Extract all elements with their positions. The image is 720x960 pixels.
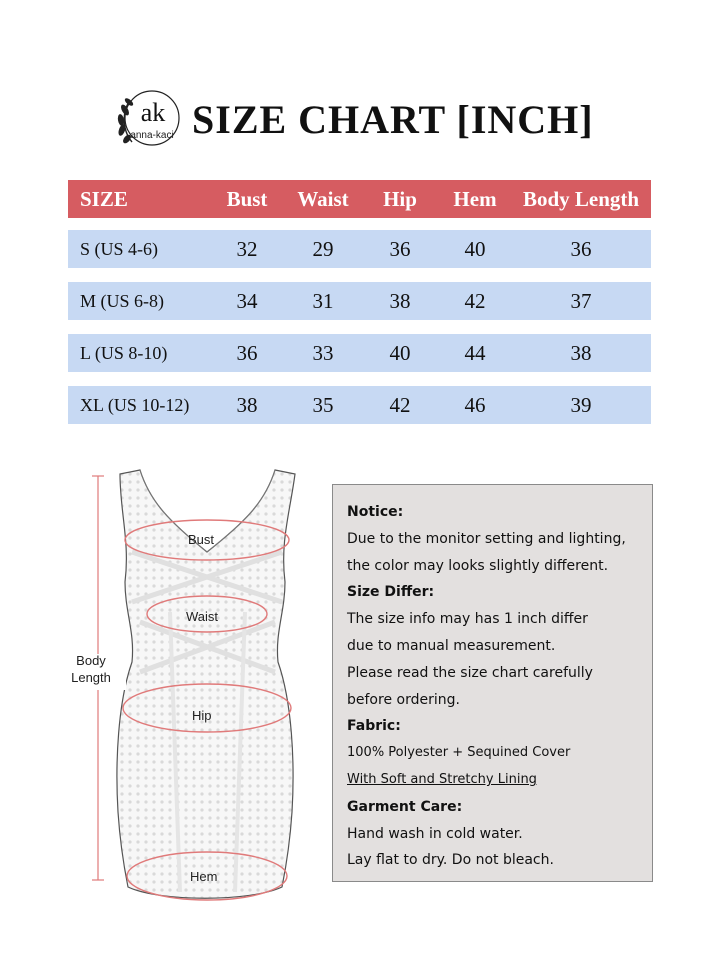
hem-value: 40 [464,237,486,261]
size-label: L (US 8-10) [80,343,168,363]
hip-value: 36 [389,237,411,261]
size-label: S (US 4-6) [80,239,159,259]
hip-value: 40 [389,341,411,365]
body-length-value: 37 [570,289,592,313]
hip-value: 42 [389,393,411,417]
hem-value: 44 [464,341,486,365]
header-bust: Bust [226,187,268,211]
bust-value: 36 [236,341,258,365]
waist-value: 35 [312,393,334,417]
table-header-row [68,180,651,218]
size-differ-line: Please read the size chart carefully [347,664,593,681]
notice-heading: Notice: [347,504,404,520]
hem-label: Hem [190,869,218,884]
size-differ-line: before ordering. [347,691,460,708]
body-length-value: 36 [570,237,592,261]
bust-label: Bust [188,532,215,547]
fabric-line: With Soft and Stretchy Lining [347,771,537,787]
notice-line: Due to the monitor setting and lighting, [347,530,626,547]
page-title: SIZE CHART [INCH] [192,97,594,142]
fabric-heading: Fabric: [347,718,401,735]
body-length-label-line1: Body [76,653,106,668]
notice-line: the color may looks slightly different. [347,557,609,574]
brand-monogram: ak [140,98,166,127]
header [0,88,720,168]
hem-value: 42 [464,289,486,313]
dress-illustration [70,462,320,922]
header-size: SIZE [80,187,128,211]
brand-name: anna-kaci [130,130,174,141]
header-hem: Hem [453,187,497,211]
table-row [68,334,651,372]
size-label: M (US 6-8) [80,291,164,311]
waist-value: 31 [312,289,334,313]
header-body-length: Body Length [522,187,640,211]
hip-value: 38 [389,289,411,313]
body-length-value: 38 [570,341,592,365]
table-row [68,282,651,320]
brand-logo [108,90,188,156]
waist-label: Waist [186,609,219,624]
size-table [68,180,651,438]
fabric-line: 100% Polyester + Sequined Cover [347,745,571,761]
waist-value: 33 [312,341,334,365]
waist-value: 29 [312,237,334,261]
bust-value: 38 [236,393,258,417]
header-waist: Waist [297,187,349,211]
body-length-value: 39 [570,393,592,417]
garment-care-line: Lay flat to dry. Do not bleach. [347,852,554,869]
garment-care-line: Hand wash in cold water. [347,825,523,842]
size-label: XL (US 10-12) [80,395,190,415]
body-length-label-line2: Length [71,670,111,685]
dress-diagram [70,462,320,922]
table-row [68,386,651,424]
garment-care-heading: Garment Care: [347,798,463,815]
hem-value: 46 [464,393,486,417]
table-row [68,230,651,268]
size-differ-heading: Size Differ: [347,584,435,601]
bust-value: 32 [236,237,258,261]
hip-label: Hip [192,708,212,723]
notice-panel [332,484,653,882]
header-hip: Hip [383,187,417,211]
size-differ-line: The size info may has 1 inch differ [347,611,588,628]
size-differ-line: due to manual measurement. [347,637,556,654]
bust-value: 34 [236,289,258,313]
